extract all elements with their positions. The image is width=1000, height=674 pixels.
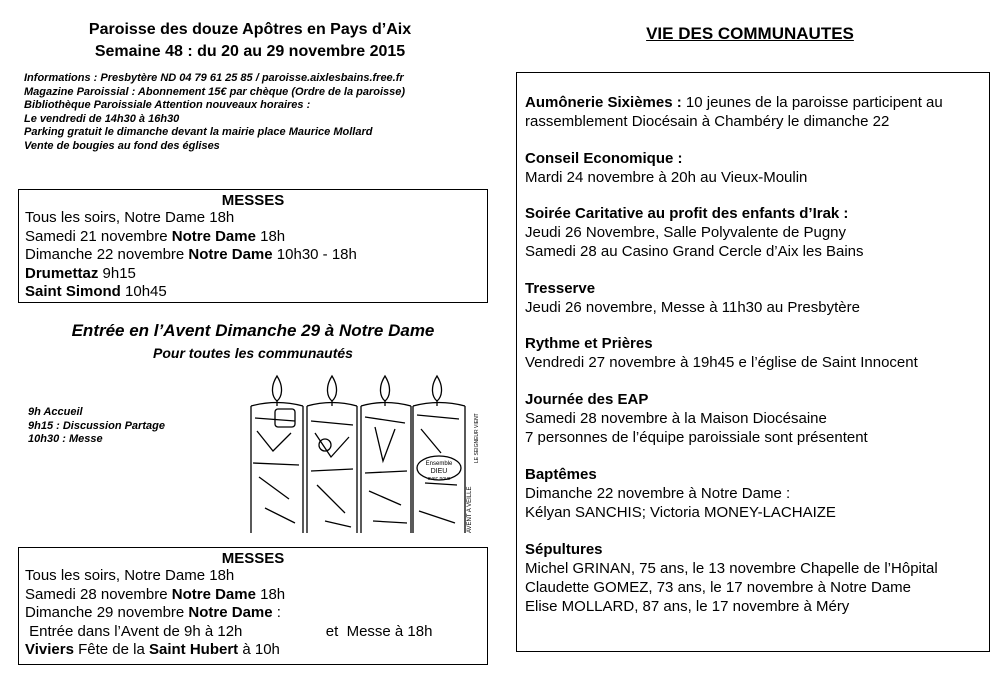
mass-text: Fête de la [73, 641, 149, 658]
communities-title: VIE DES COMMUNAUTES [646, 24, 854, 43]
mass-place: Notre Dame [188, 604, 273, 621]
mass-day: Samedi 21 novembre [25, 227, 172, 245]
section-heading: Soirée Caritative au profit des enfants d’Irak : [525, 205, 849, 222]
info-block [24, 72, 494, 154]
section-text: Mardi 24 novembre à 20h au Vieux-Moulin [525, 169, 808, 186]
info-line: Informations : Presbytère ND 04 79 61 25 85 / paroisse.aixlesbains.free.fr [24, 72, 404, 84]
mass-time: 18h [255, 585, 286, 603]
section-aumonerie [525, 93, 985, 131]
mass-line [19, 246, 487, 265]
section-heading: Conseil Economique : [525, 150, 683, 167]
mass-place: Notre Dame [171, 227, 256, 245]
mass-line [19, 265, 487, 284]
advent-subtitle: Pour toutes les communautés [153, 345, 353, 361]
info-line: Bibliothèque Paroissiale Attention nouveaux horaires : [24, 99, 311, 112]
mass-time: à 10h [238, 641, 280, 658]
section-text: Samedi 28 au Casino Grand Cercle d’Aix les Bains [525, 243, 864, 260]
mass-place: Viviers [25, 641, 74, 658]
mass-day: Samedi 28 novembre [25, 585, 172, 603]
mass-place: Notre Dame [171, 585, 256, 603]
illustration-vertical-text: AVENT A VEILLE [467, 486, 473, 533]
section-text: Claudette GOMEZ, 73 ans, le 17 novembre à Notre Dame [525, 579, 912, 596]
communities-box [516, 72, 990, 652]
info-line: Parking gratuit le dimanche devant la mairie place Maurice Mollard [24, 126, 373, 139]
section-text: Dimanche 22 novembre à Notre Dame : [525, 485, 791, 502]
mass-place: Saint Simond [25, 283, 121, 300]
schedule-item: 10h30 : Messe [28, 433, 103, 445]
section-text: Kélyan SANCHIS; Victoria MONEY-LACHAIZE [525, 504, 836, 521]
masses-title: MESSES [221, 192, 285, 209]
mass-line [19, 586, 487, 605]
mass-time: 10h30 - 18h [272, 246, 357, 263]
masses-title: MESSES [221, 550, 285, 567]
mass-line: Tous les soirs, Notre Dame 18h [25, 567, 235, 584]
mass-line [19, 228, 487, 247]
masses-box-advent [18, 547, 488, 665]
mass-line [19, 641, 487, 660]
mass-feast: Saint Hubert [148, 641, 239, 658]
section-eap [525, 390, 985, 447]
section-sepultures [525, 540, 985, 616]
section-heading: Aumônerie Sixièmes : [525, 94, 682, 111]
illustration-vertical-text: LE SEIGNEUR VIENT [474, 413, 480, 463]
info-line: Magazine Paroissial : Abonnement 15€ par chèque (Ordre de la paroisse) [24, 85, 406, 98]
mass-line [19, 283, 487, 302]
illustration-text: DIEU [430, 468, 448, 475]
mass-line: Entrée dans l’Avent de 9h à 12h et Messe à 18h [25, 622, 433, 640]
info-line: Vente de bougies au fond des églises [24, 139, 220, 152]
section-text: rassemblement Diocésain à Chambéry le dimanche 22 [525, 113, 890, 130]
section-text: 7 personnes de l’équipe paroissiale sont présentent [525, 429, 868, 446]
section-text: Jeudi 26 novembre, Messe à 11h30 au Presbytère [525, 299, 860, 316]
section-text: Elise MOLLARD, 87 ans, le 17 novembre à Méry [525, 598, 850, 615]
advent-candles-illustration [245, 373, 480, 538]
section-heading: Tresserve [525, 280, 596, 297]
section-text: 10 jeunes de la paroisse participent au [681, 94, 943, 111]
mass-place: Drumettaz [25, 264, 99, 282]
parish-title: Paroisse des douze Apôtres en Pays d’Aix [88, 21, 412, 38]
mass-line: Tous les soirs, Notre Dame 18h [25, 209, 235, 226]
mass-time: 9h15 [98, 264, 136, 282]
info-line: Le vendredi de 14h30 à 16h30 [24, 112, 180, 125]
section-soiree [525, 204, 985, 261]
section-heading: Rythme et Prières [525, 335, 653, 352]
advent-candles-icon [245, 373, 480, 538]
advent-title: Entrée en l’Avent Dimanche 29 à Notre Dame [71, 321, 435, 340]
section-text: Michel GRINAN, 75 ans, le 13 novembre Chapelle de l’Hôpital [525, 560, 938, 577]
mass-line [19, 604, 487, 623]
mass-day: Dimanche 22 novembre [25, 246, 189, 263]
schedule-item: 9h15 : Discussion Partage [28, 419, 165, 432]
week-title: Semaine 48 : du 20 au 29 novembre 2015 [94, 43, 406, 60]
section-conseil [525, 149, 985, 187]
advent-schedule [28, 406, 165, 447]
mass-day: Dimanche 29 novembre [25, 604, 189, 621]
illustration-text: avec nous [427, 476, 451, 482]
mass-time: : [272, 604, 281, 621]
section-text: Samedi 28 novembre à la Maison Diocésaine [525, 410, 827, 427]
mass-place: Notre Dame [188, 246, 273, 263]
section-heading: Sépultures [525, 541, 603, 558]
illustration-text: Ensemble [425, 461, 453, 467]
section-heading: Journée des EAP [525, 391, 649, 408]
section-tresserve [525, 279, 985, 317]
mass-time: 10h45 [120, 283, 167, 300]
section-baptemes [525, 465, 985, 522]
section-heading: Baptêmes [525, 466, 597, 483]
schedule-item: 9h Accueil [28, 406, 83, 418]
section-rythme [525, 334, 985, 372]
mass-time: 18h [255, 227, 286, 245]
section-text: Jeudi 26 Novembre, Salle Polyvalente de Pugny [525, 224, 847, 241]
masses-box-week [18, 189, 488, 303]
section-text: Vendredi 27 novembre à 19h45 e l’église de Saint Innocent [525, 354, 918, 371]
